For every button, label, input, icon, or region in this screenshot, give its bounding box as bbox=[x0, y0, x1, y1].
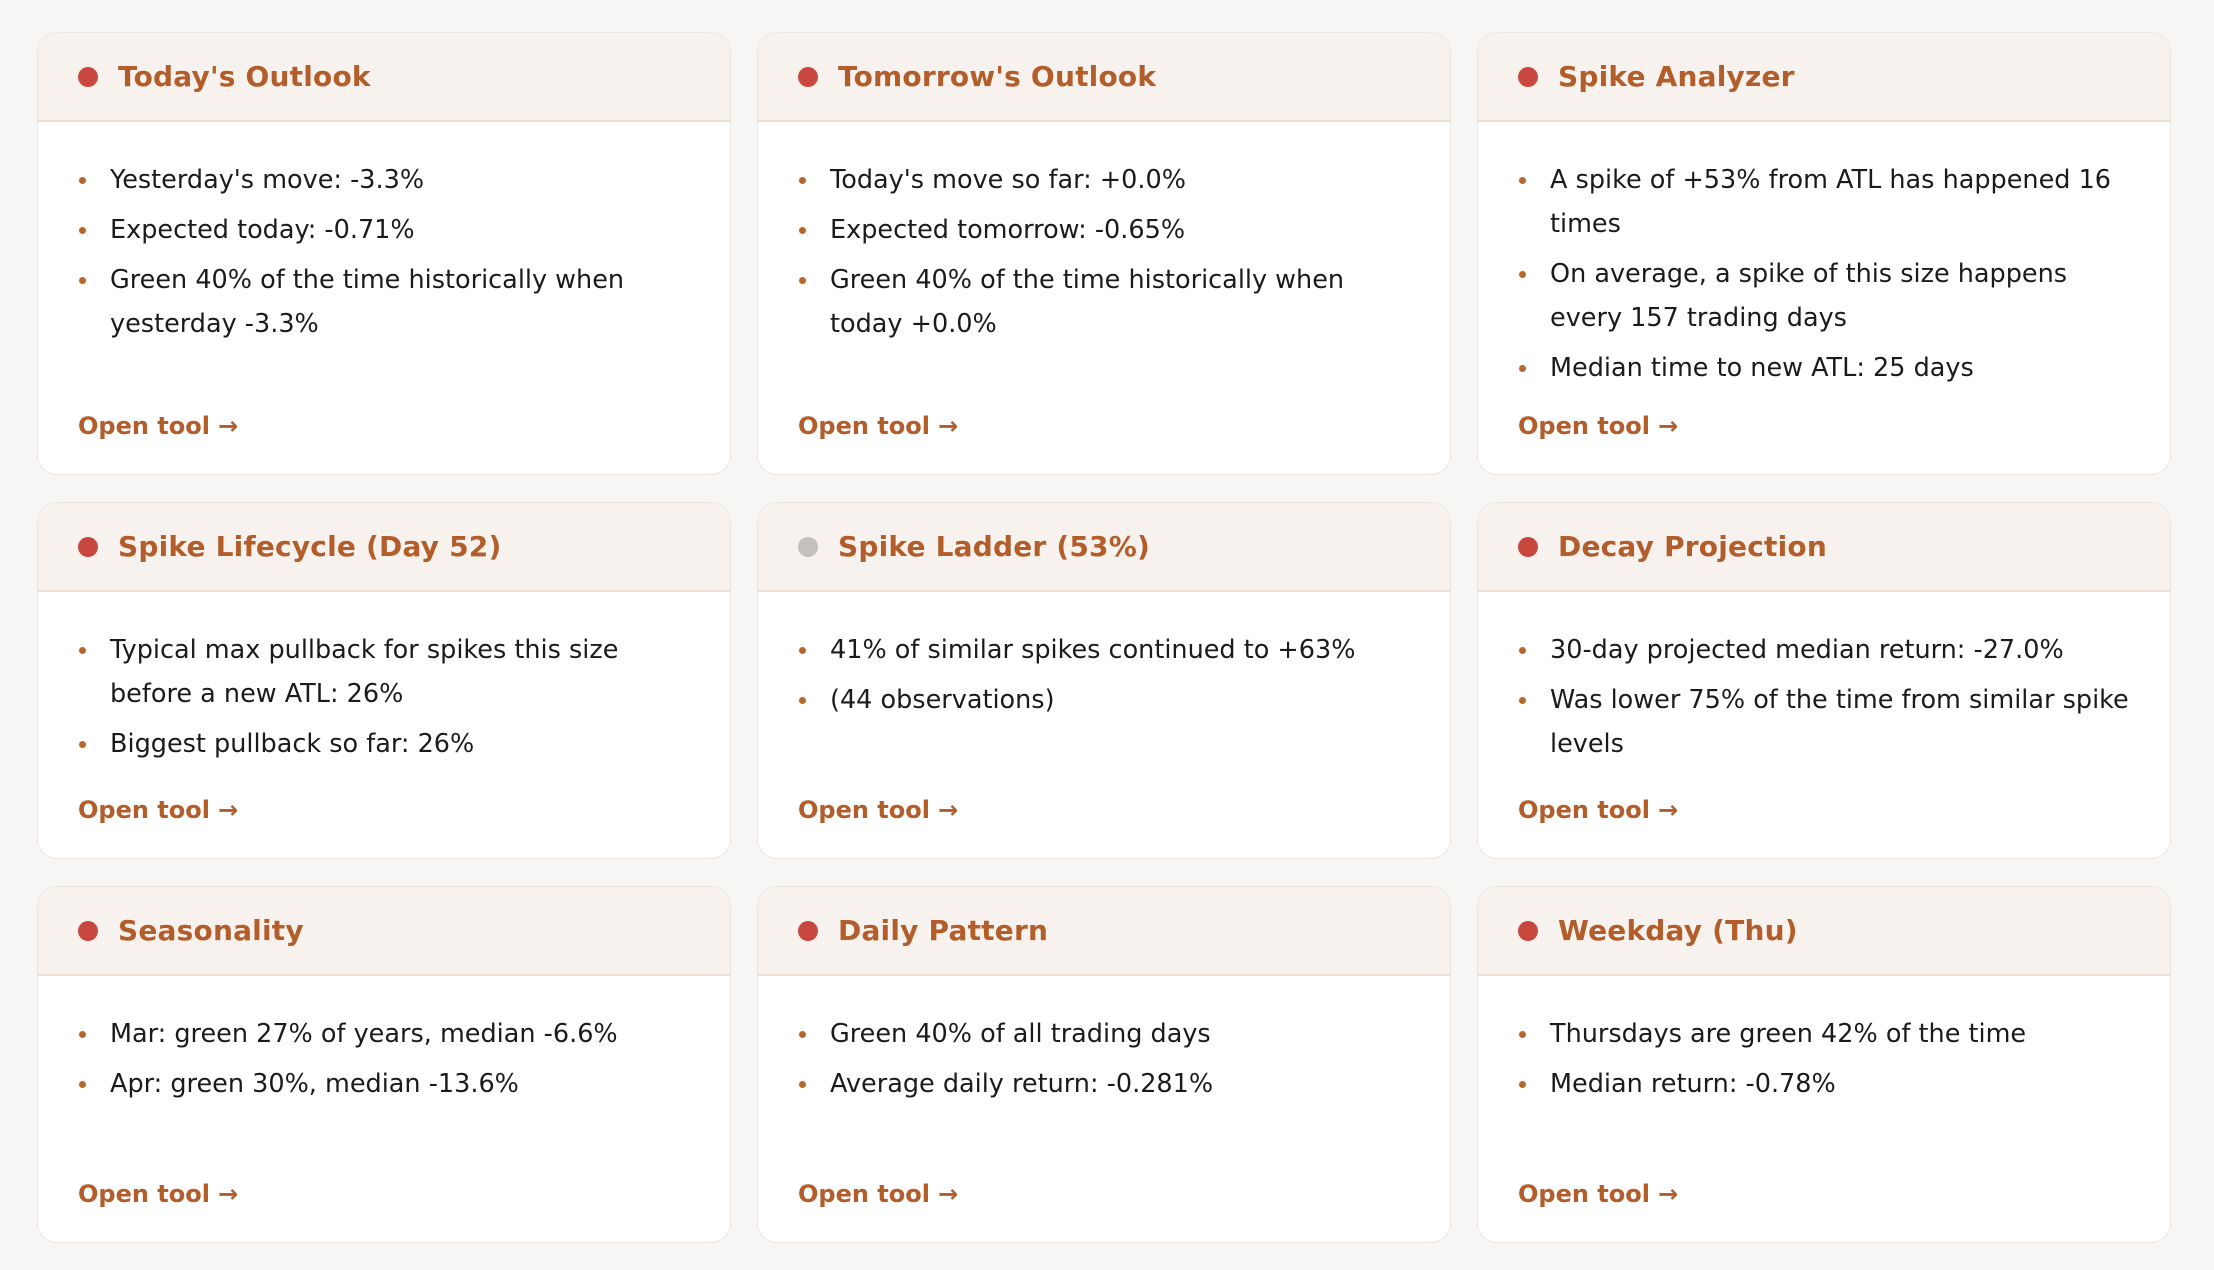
card-bullets bbox=[758, 976, 1450, 1106]
card-bullets bbox=[1478, 976, 2170, 1106]
bullet-item: Median return: -0.78% bbox=[1518, 1062, 2140, 1106]
bullet-item: Average daily return: -0.281% bbox=[798, 1062, 1420, 1106]
card-title: Spike Ladder (53%) bbox=[838, 530, 1150, 563]
card-bullets bbox=[38, 976, 730, 1106]
card-todays-outlook bbox=[37, 32, 731, 475]
bullet-item: Apr: green 30%, median -13.6% bbox=[78, 1062, 700, 1106]
status-dot-icon bbox=[78, 537, 98, 557]
card-bullets bbox=[1478, 122, 2170, 390]
card-title: Daily Pattern bbox=[838, 914, 1049, 947]
bullet-item: Green 40% of the time historically when today +0.0% bbox=[798, 258, 1420, 346]
card-header bbox=[758, 887, 1450, 976]
bullet-item: 30-day projected median return: -27.0% bbox=[1518, 628, 2140, 672]
card-tomorrows-outlook bbox=[757, 32, 1451, 475]
open-tool-label: Open tool bbox=[1518, 1180, 1650, 1208]
bullet-item: Biggest pullback so far: 26% bbox=[78, 722, 700, 766]
card-header bbox=[1478, 503, 2170, 592]
open-tool-label: Open tool bbox=[798, 1180, 930, 1208]
bullet-item: Green 40% of the time historically when yesterday -3.3% bbox=[78, 258, 700, 346]
arrow-right-icon: → bbox=[937, 412, 959, 440]
card-daily-pattern bbox=[757, 886, 1451, 1243]
card-header bbox=[758, 33, 1450, 122]
arrow-right-icon: → bbox=[937, 796, 959, 824]
open-tool-label: Open tool bbox=[78, 796, 210, 824]
open-tool-link[interactable] bbox=[798, 1180, 958, 1208]
arrow-right-icon: → bbox=[1657, 796, 1679, 824]
card-title: Decay Projection bbox=[1558, 530, 1827, 563]
bullet-item: Today's move so far: +0.0% bbox=[798, 158, 1420, 202]
arrow-right-icon: → bbox=[1657, 412, 1679, 440]
card-title: Tomorrow's Outlook bbox=[838, 60, 1157, 93]
bullet-item: Typical max pullback for spikes this size before a new ATL: 26% bbox=[78, 628, 700, 716]
bullet-item: Median time to new ATL: 25 days bbox=[1518, 346, 2140, 390]
bullet-item: 41% of similar spikes continued to +63% bbox=[798, 628, 1420, 672]
open-tool-label: Open tool bbox=[1518, 412, 1650, 440]
card-header bbox=[38, 33, 730, 122]
card-title: Spike Analyzer bbox=[1558, 60, 1795, 93]
card-bullets bbox=[38, 122, 730, 346]
status-dot-icon bbox=[1518, 537, 1538, 557]
tools-grid bbox=[37, 32, 2171, 1243]
card-spike-ladder bbox=[757, 502, 1451, 859]
status-dot-icon bbox=[1518, 67, 1538, 87]
arrow-right-icon: → bbox=[217, 412, 239, 440]
bullet-item: Expected tomorrow: -0.65% bbox=[798, 208, 1420, 252]
open-tool-link[interactable] bbox=[1518, 796, 1678, 824]
open-tool-link[interactable] bbox=[78, 1180, 238, 1208]
card-title: Weekday (Thu) bbox=[1558, 914, 1798, 947]
card-bullets bbox=[38, 592, 730, 766]
card-bullets bbox=[1478, 592, 2170, 766]
bullet-item: A spike of +53% from ATL has happened 16 times bbox=[1518, 158, 2140, 246]
card-seasonality bbox=[37, 886, 731, 1243]
open-tool-link[interactable] bbox=[78, 796, 238, 824]
open-tool-link[interactable] bbox=[1518, 412, 1678, 440]
card-bullets bbox=[758, 592, 1450, 722]
open-tool-link[interactable] bbox=[798, 412, 958, 440]
card-title: Today's Outlook bbox=[118, 60, 371, 93]
open-tool-link[interactable] bbox=[1518, 1180, 1678, 1208]
card-decay-projection bbox=[1477, 502, 2171, 859]
card-header bbox=[38, 503, 730, 592]
status-dot-icon bbox=[798, 921, 818, 941]
status-dot-icon bbox=[78, 921, 98, 941]
bullet-item: Mar: green 27% of years, median -6.6% bbox=[78, 1012, 700, 1056]
card-bullets bbox=[758, 122, 1450, 346]
bullet-item: On average, a spike of this size happens every 157 trading days bbox=[1518, 252, 2140, 340]
status-dot-icon bbox=[1518, 921, 1538, 941]
bullet-item: Yesterday's move: -3.3% bbox=[78, 158, 700, 202]
card-spike-lifecycle bbox=[37, 502, 731, 859]
card-title: Spike Lifecycle (Day 52) bbox=[118, 530, 502, 563]
open-tool-label: Open tool bbox=[1518, 796, 1650, 824]
card-spike-analyzer bbox=[1477, 32, 2171, 475]
card-header bbox=[1478, 887, 2170, 976]
bullet-item: Was lower 75% of the time from similar spike levels bbox=[1518, 678, 2140, 766]
arrow-right-icon: → bbox=[937, 1180, 959, 1208]
bullet-item: Expected today: -0.71% bbox=[78, 208, 700, 252]
status-dot-icon bbox=[798, 67, 818, 87]
card-weekday bbox=[1477, 886, 2171, 1243]
bullet-item: Thursdays are green 42% of the time bbox=[1518, 1012, 2140, 1056]
card-header bbox=[1478, 33, 2170, 122]
card-header bbox=[758, 503, 1450, 592]
status-dot-icon bbox=[798, 537, 818, 557]
arrow-right-icon: → bbox=[1657, 1180, 1679, 1208]
status-dot-icon bbox=[78, 67, 98, 87]
card-header bbox=[38, 887, 730, 976]
arrow-right-icon: → bbox=[217, 1180, 239, 1208]
card-title: Seasonality bbox=[118, 914, 304, 947]
open-tool-link[interactable] bbox=[798, 796, 958, 824]
open-tool-label: Open tool bbox=[78, 1180, 210, 1208]
bullet-item: (44 observations) bbox=[798, 678, 1420, 722]
open-tool-label: Open tool bbox=[798, 412, 930, 440]
open-tool-link[interactable] bbox=[78, 412, 238, 440]
open-tool-label: Open tool bbox=[798, 796, 930, 824]
bullet-item: Green 40% of all trading days bbox=[798, 1012, 1420, 1056]
arrow-right-icon: → bbox=[217, 796, 239, 824]
open-tool-label: Open tool bbox=[78, 412, 210, 440]
